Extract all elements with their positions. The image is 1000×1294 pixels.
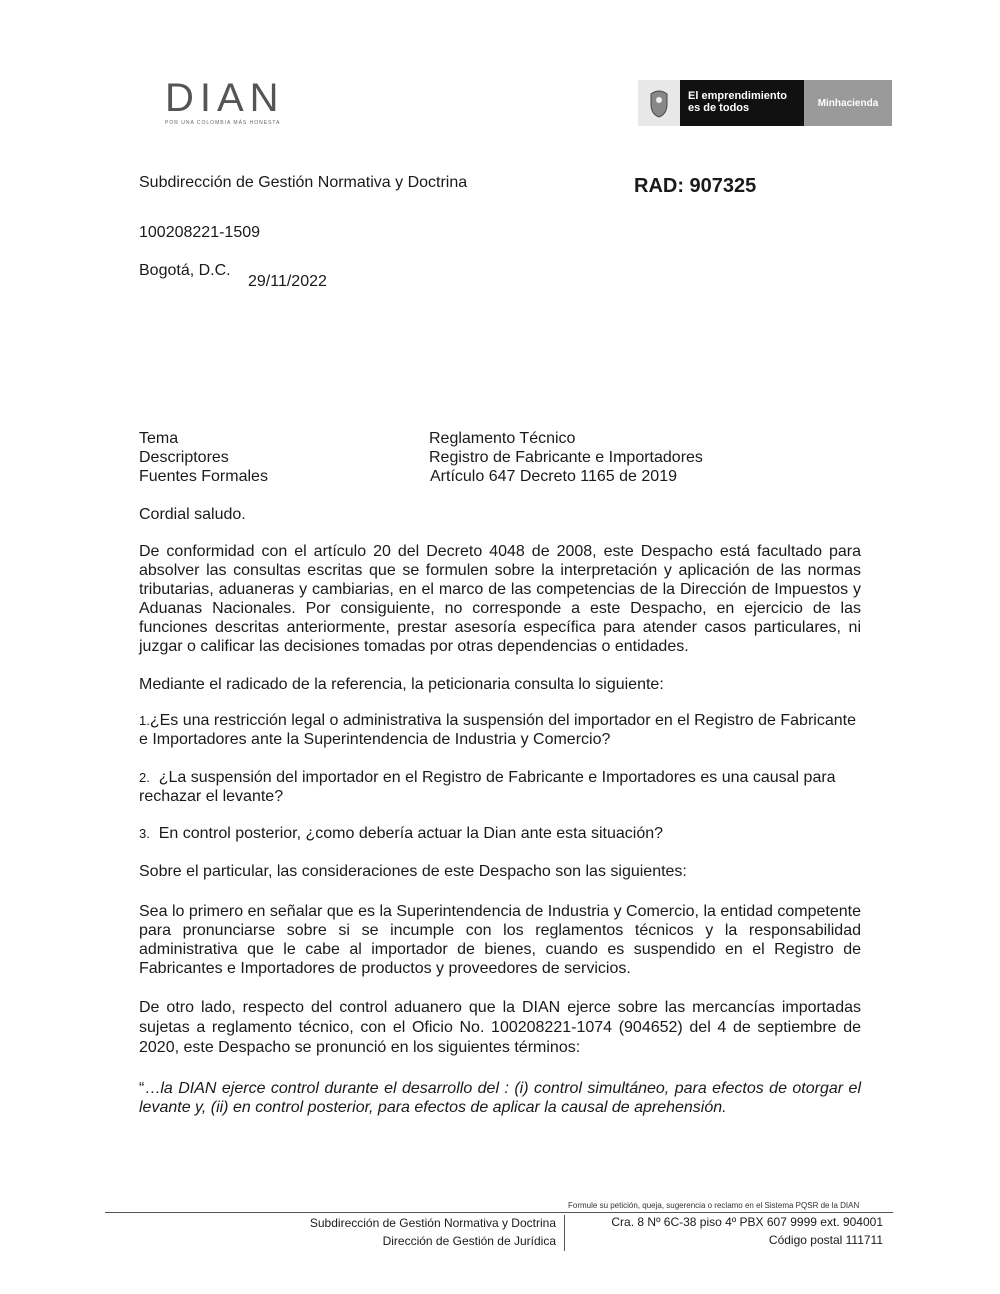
paragraph-sic-competence: Sea lo primero en señalar que es la Superintendencia de Industria y Comercio, la entidad competente para pronunciarse sobre si se incumple con los reglamentos técnicos y la responsabilidad administrativa que le cabe al importador de bienes, cuando es suspendido en el Registro de Fabricantes e Importadores de productos y proveedores de servicios. [139,903,861,977]
footer-postal-code: Código postal 111711 [768,1233,883,1247]
footer-address: Cra. 8 Nº 6C-38 piso 4º PBX 607 9999 ext. 904001 [611,1215,883,1229]
ministry-name: Minhacienda [804,80,892,126]
meta-label-descriptores: Descriptores [139,449,229,466]
question-1 [139,711,864,749]
greeting: Cordial saludo. [139,506,246,523]
coat-of-arms-icon [638,80,680,126]
meta-label-tema: Tema [139,430,179,447]
meta-label-fuentes: Fuentes Formales [139,468,268,485]
dian-logo-text: DIAN [165,76,285,120]
quote-block [139,1079,861,1117]
question-2-text: ¿La suspensión del importador en el Registro de Fabricante e Importadores es una causal para rechazar el levante? [139,769,836,805]
footer-vertical-divider [564,1215,565,1251]
dian-logo [165,76,325,130]
meta-value-descriptores: Registro de Fabricante e Importadores [429,449,703,466]
question-2 [139,768,861,806]
question-1-text: ¿Es una restricción legal o administrativa la suspensión del importador en el Registro de Fabricante e Importadores ante la Superintendencia de Industria y Comercio? [139,712,856,748]
footer-divider [105,1212,893,1213]
radicado-number: RAD: 907325 [634,175,757,197]
ministry-slogan-line1: El emprendimiento [688,90,788,102]
question-2-number: 2. [139,770,150,785]
question-1-number: 1. [139,713,150,728]
question-3-text: En control posterior, ¿como debería actuar la Dian ante esta situación? [158,825,664,842]
ministry-slogan-line2: es de todos [688,102,750,114]
question-3-number: 3. [139,826,150,841]
footer-office: Subdirección de Gestión Normativa y Doctrina [309,1216,556,1230]
quote-text: la DIAN ejerce control durante el desarrollo del : (i) control simultáneo, para efectos de otorgar el levante y, (ii) en control posterior, para efectos de aplicar la causal de aprehensión. [139,1080,861,1116]
meta-value-tema: Reglamento Técnico [429,430,576,447]
dian-tagline: POR UNA COLOMBIA MÁS HONESTA [165,120,281,126]
ministry-slogan [680,80,804,126]
paragraph-customs-control: De otro lado, respecto del control aduanero que la DIAN ejerce sobre las mercancías importadas sujetas a reglamento técnico, con el Oficio No. 100208221-1074 (904652) del 4 de septiembre de 2020, este Despacho se pronunció en los siguientes términos: [139,999,861,1056]
reference-number: 100208221-1509 [139,224,261,241]
paragraph-consultation-intro: Mediante el radicado de la referencia, la peticionaria consulta lo siguiente: [139,676,664,693]
footer-direction: Dirección de Gestión de Jurídica [382,1234,556,1248]
office-name: Subdirección de Gestión Normativa y Doctrina [139,174,468,191]
quote-open-mark: “… [139,1080,161,1097]
meta-value-fuentes: Artículo 647 Decreto 1165 de 2019 [430,468,677,485]
question-3 [139,824,861,843]
paragraph-competence: De conformidad con el artículo 20 del Decreto 4048 de 2008, este Despacho está facultado para absolver las consultas escritas que se formulen sobre la interpretación y aplicación de las normas tributarias, aduaneras y cambiarias, en el marco de las competencias de la Dirección de Impuestos y Aduanas Nacionales. Por consiguiente, no corresponde a este Despacho, en ejercicio de las funciones descritas anteriormente, prestar asesoría específica para atender casos particulares, ni juzgar o calificar las decisiones tomadas por otras dependencias o entidades. [139,543,861,655]
ministry-logo [638,80,892,126]
city: Bogotá, D.C. [139,262,231,279]
letter-date: 29/11/2022 [248,273,327,290]
paragraph-considerations-intro: Sobre el particular, las consideraciones de este Despacho son las siguientes: [139,863,687,880]
footer-pqsr-note: Formule su petición, queja, sugerencia o reclamo en el Sistema PQSR de la DIAN [568,1201,860,1210]
